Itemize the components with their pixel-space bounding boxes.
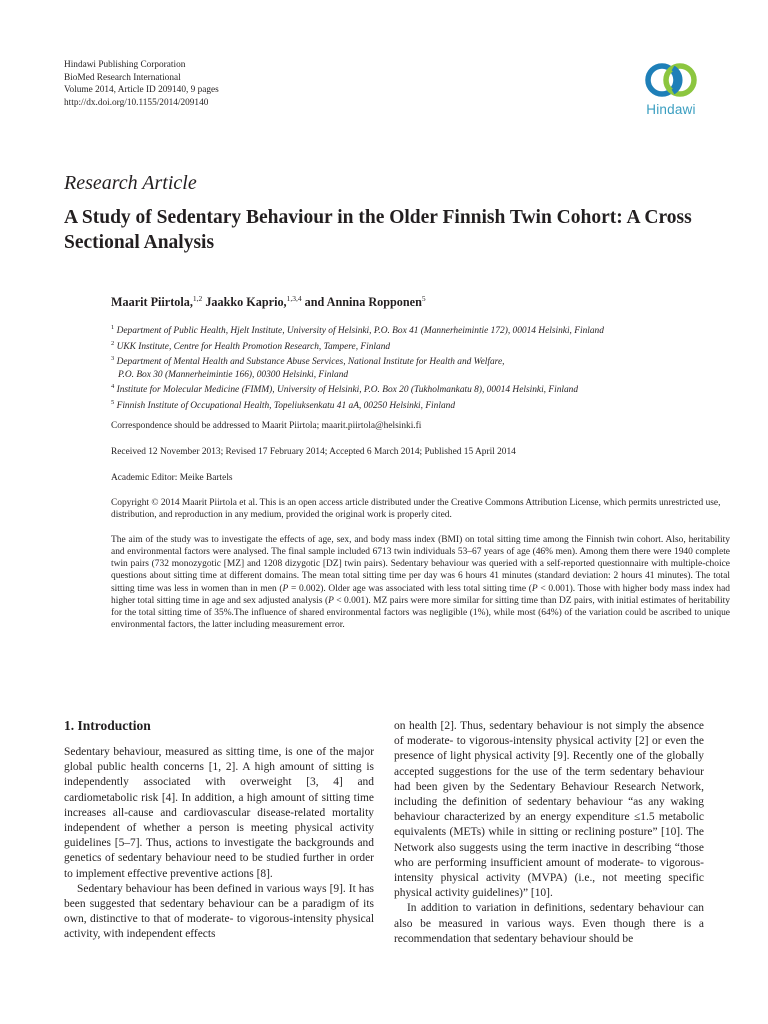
hindawi-logo <box>632 60 710 116</box>
hindawi-logo-text: Hindawi <box>646 102 696 117</box>
article-title: A Study of Sedentary Behaviour in the Older Finnish Twin Cohort: A Cross Sectional Analysis <box>64 207 692 253</box>
affiliation: $^5$ Finnish Institute of Occupational Health, Topeliuksenkatu 41 aA, 00250 Helsinki, Finland <box>111 398 456 411</box>
abstract: The aim of the study was to investigate the effects of age, sex, and body mass index (BMI) on total sitting time among the Finnish twin cohort. Also, heritability and environmental factors were analysed. The final sample included 6713 twin individuals 53–67 years of age (46% men). Among them there were 1940 complete twin pairs (732 monozygotic [MZ] and 1208 dizygotic [DZ] twin pairs). Sedentary behaviour was queried with a self-reported questionnaire with multiple-choice questions about sitting time at different domains. The mean total sitting time per day was 6 hours 41 minutes (standard deviation: 2 hours 41 minutes). The total sitting time was less in women than in men (P = 0.002). Older age was associated with less total sitting time (P < 0.001). Those with higher body mass index had higher total sitting time in age and sex adjusted analysis (P < 0.001). MZ pairs were more similar for sitting time than DZ pairs, with initial estimates of heritability for the total sitting time of 35%.The influence of shared environmental factors was negligible (1%), while most (64%) of the variation could be ascribed to unique environmental factors, the latter including measurement error. <box>111 535 731 631</box>
paragraph: on health [2]. Thus, sedentary behaviour is not simply the absence of moderate- to vigorous-intensity physical activity [2] or even the presence of light physical activity [9]. Recently one of the globally accepted suggestions for the use of the term sedentary behaviour had been given by the Sedentary Behaviour Research Network, including the definition of sedentary behaviour “as any waking behaviour characterized by an energy expenditure ≤1.5 metabolic equivalents (METs) while in sitting or reclining posture” [10]. The Network also suggests using the term inactive in describing “those who are performing insufficient amount of moderate- to vigorous-intensity physical activity (MVPA) (i.e., not meeting specific physical activity guidelines)” [10]. <box>394 720 704 900</box>
author-name: and Annina Ropponen <box>301 295 422 310</box>
affiliation-list <box>111 322 721 412</box>
affiliation: $^1$ Department of Public Health, Hjelt Institute, University of Helsinki, P.O. Box 41 (Mannerheimintie 172), 00014 Helsinki, Finland <box>111 324 604 337</box>
academic-editor: Academic Editor: Meike Bartels <box>111 473 233 483</box>
doi-link[interactable]: http://dx.doi.org/10.1155/2014/209140 <box>64 97 209 108</box>
volume-info: Volume 2014, Article ID 209140, 9 pages <box>64 85 219 96</box>
hindawi-rings-icon <box>640 60 702 100</box>
body-column-left <box>64 745 374 943</box>
author-name: Maarit Piirtola, <box>111 295 193 310</box>
affiliation: $^4$ Institute for Molecular Medicine (FIMM), University of Helsinki, P.O. Box 20 (Tukholmankatu 8), 00014 Helsinki, Finland <box>111 383 579 396</box>
journal-header <box>64 59 219 109</box>
affiliation: $^3$ Department of Mental Health and Substance Abuse Services, National Institute for Health and Welfare, P.O. Box 30 (Mannerheimintie 166), 00300 Helsinki, Finland <box>111 355 505 380</box>
journal-name: BioMed Research International <box>64 72 181 83</box>
article-type: Research Article <box>64 172 197 194</box>
author-list <box>111 294 426 310</box>
author-affil-marker: 1,3,4 <box>286 294 302 303</box>
author-name: Jaakko Kaprio, <box>202 295 287 310</box>
paragraph: Sedentary behaviour, measured as sitting time, is one of the major global public health concerns [1, 2]. A high amount of sitting is independently associated with overweight [3, 4] and cardiometabolic risk [4]. In addition, a high amount of sitting time increases all-cause and cardiovascular disease-related mortality independent of whether a person is meeting physical activity guidelines [5–7]. Thus, actions to investigate the backgrounds and genetics of sedentary behaviour need to be studied further in order to implement effective preventive actions [8]. <box>64 746 374 880</box>
correspondence: Correspondence should be addressed to Maarit Piirtola; maarit.piirtola@helsinki.fi <box>111 421 422 431</box>
publisher-name: Hindawi Publishing Corporation <box>64 60 186 70</box>
publication-dates: Received 12 November 2013; Revised 17 February 2014; Accepted 6 March 2014; Published 15 April 2014 <box>111 447 516 457</box>
author-affil-marker: 1,2 <box>192 294 203 303</box>
author-affil-marker: 5 <box>421 294 426 303</box>
copyright-notice: Copyright © 2014 Maarit Piirtola et al. This is an open access article distributed under the Creative Commons Attribution License, which permits unrestricted use, distribution, and reproduction in any medium, provided the original work is properly cited. <box>111 498 721 520</box>
body-column-right <box>394 719 704 947</box>
section-heading-introduction: 1. Introduction <box>64 718 151 733</box>
paragraph: In addition to variation in definitions, sedentary behaviour can also be measured in various ways. Even though there is a recommendation that sedentary behaviour should be <box>394 902 704 945</box>
paragraph: Sedentary behaviour has been defined in various ways [9]. It has been suggested that sedentary behaviour can be a paradigm of its own, distinctive to that of moderate- to vigorous-intensity physical activity, with independent effects <box>64 882 374 941</box>
affiliation: $^2$ UKK Institute, Centre for Health Promotion Research, Tampere, Finland <box>111 339 391 352</box>
